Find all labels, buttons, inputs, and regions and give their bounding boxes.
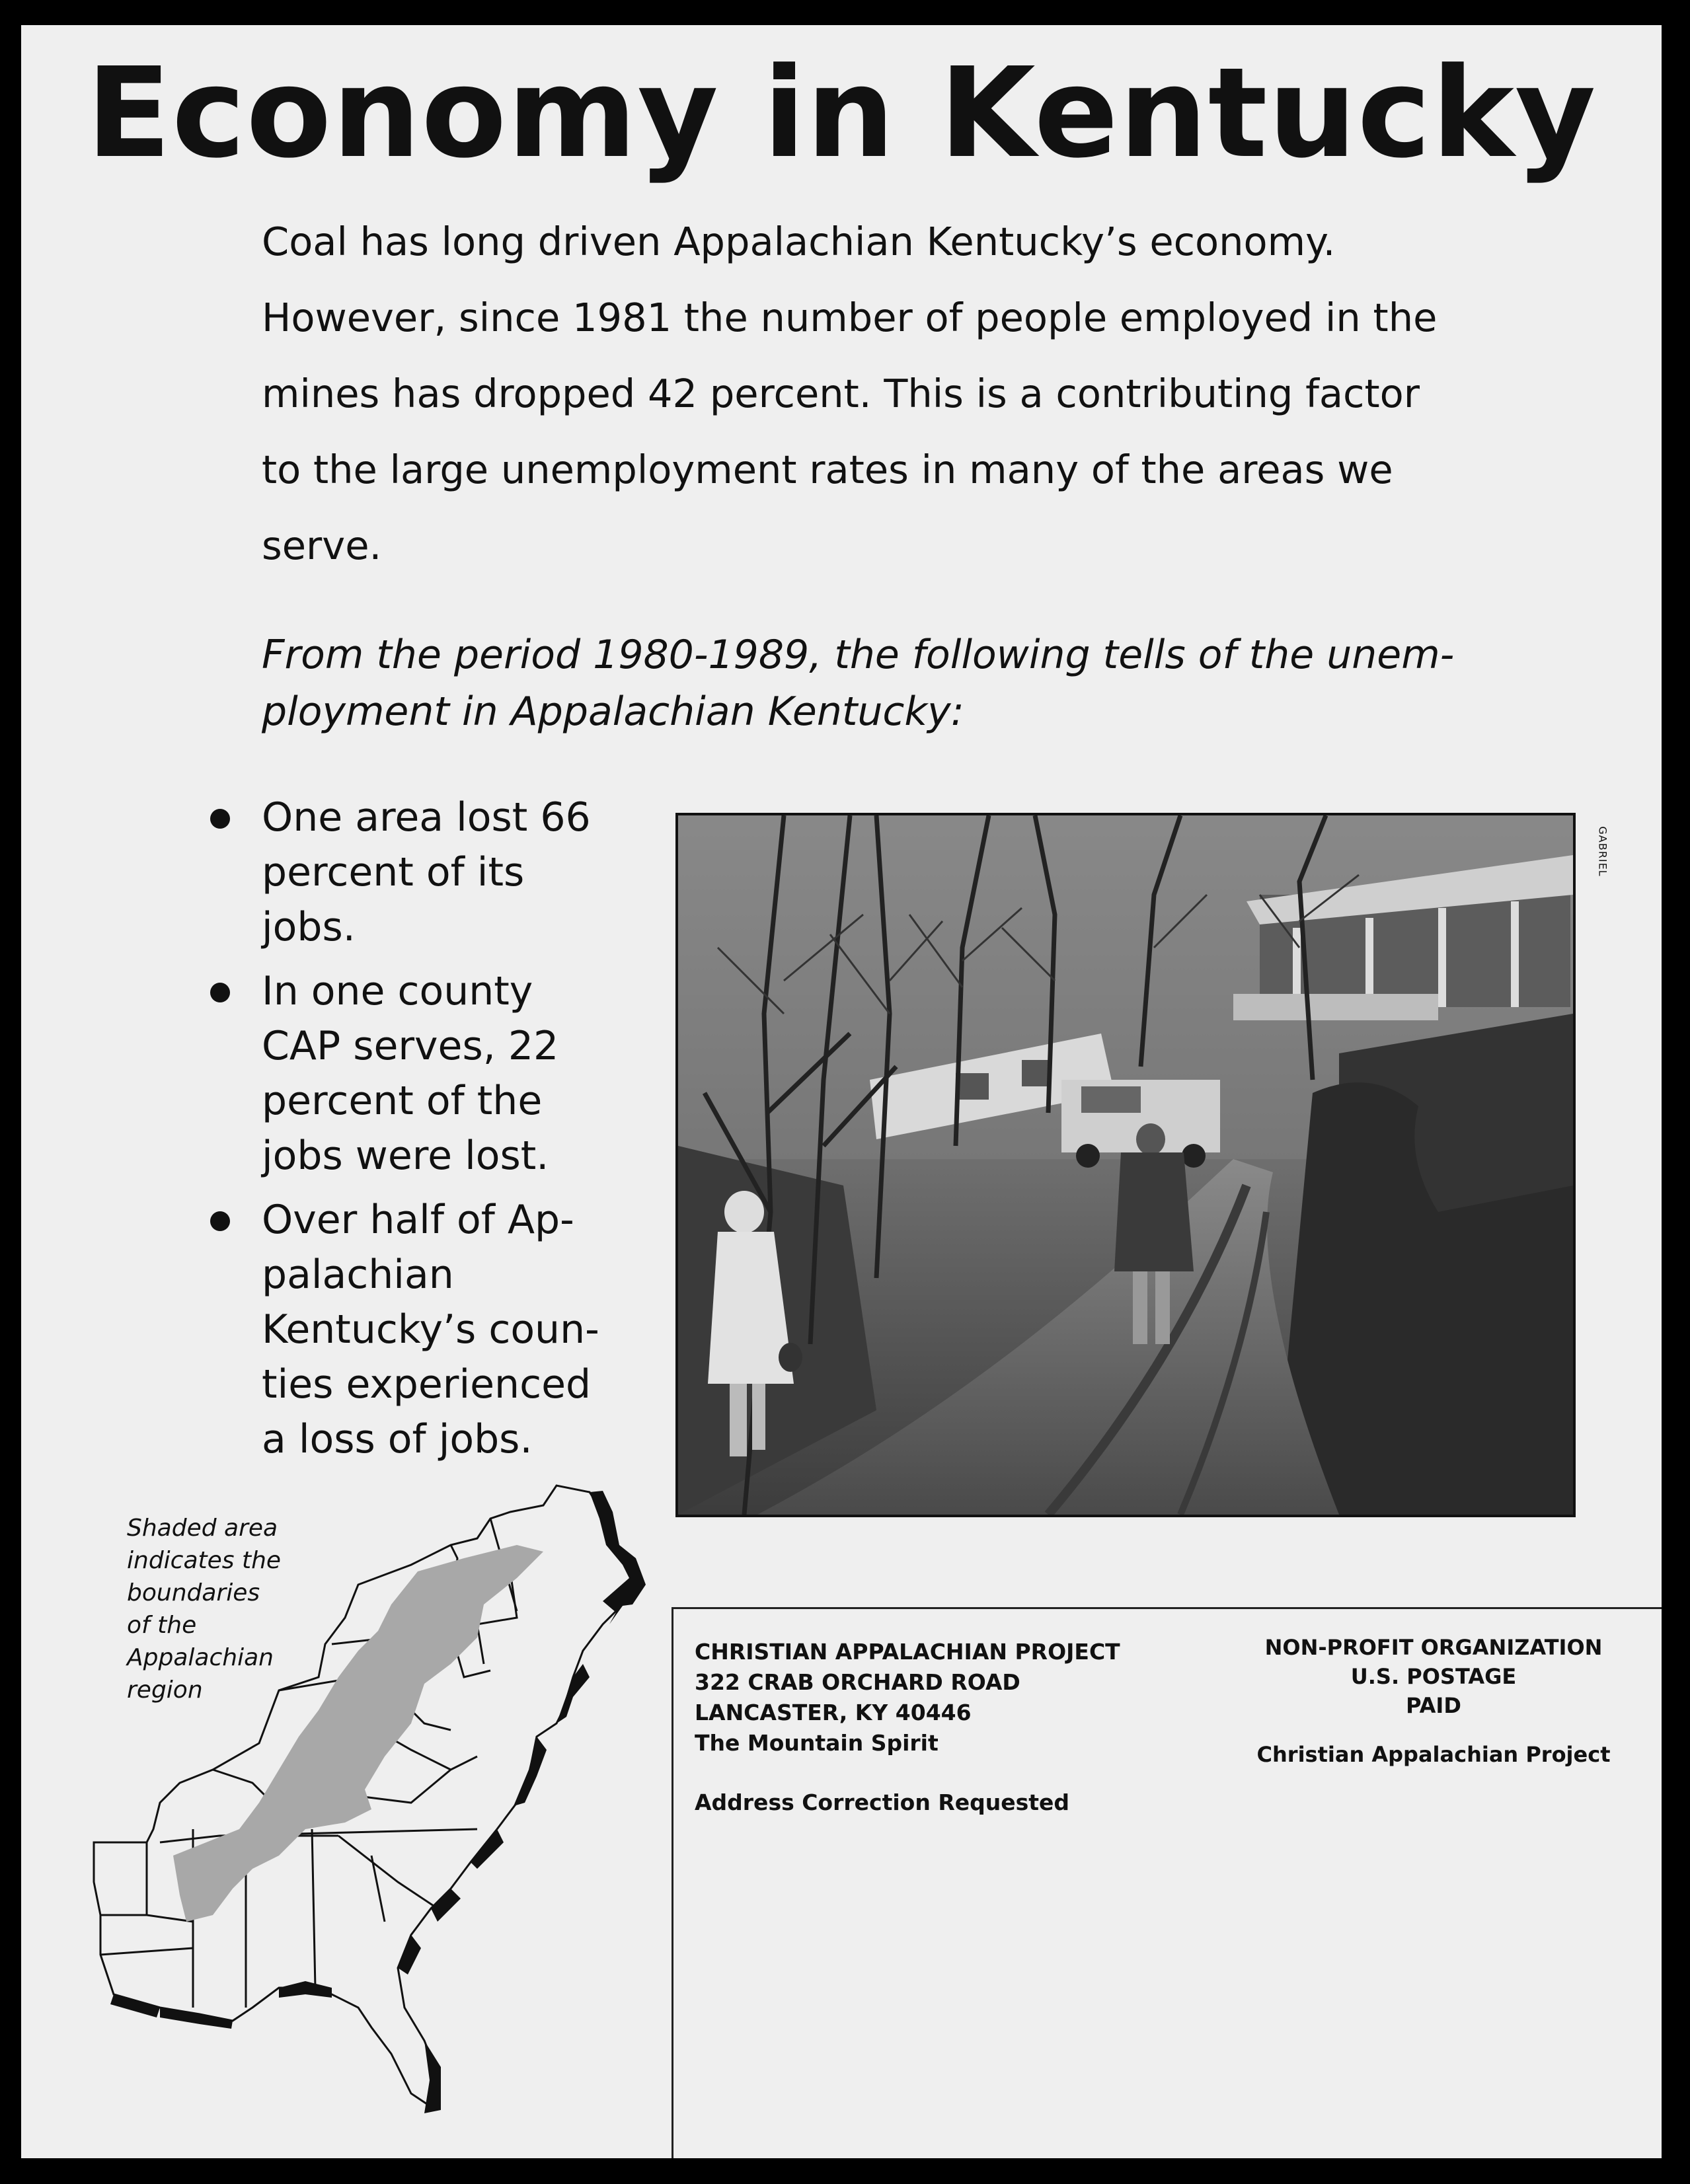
bullet-line: percent of its [262,849,525,895]
photo-illustration [678,815,1573,1515]
bullet-line: ties experienced [262,1361,592,1408]
page [21,25,1662,2158]
intro-paragraph [262,204,1570,584]
sender-city: LANCASTER, KY 40446 [695,1700,972,1725]
hillside-photo [675,813,1576,1517]
map-caption-line: region [127,1676,203,1704]
map-caption-line: Shaded area [127,1515,278,1542]
bullet-dot-icon [210,1211,230,1231]
bullet-line: a loss of jobs. [262,1416,533,1462]
bullet-line: jobs were lost. [262,1133,549,1179]
bullet-line: percent of the [262,1078,543,1124]
photo-credit-text: GABRIEL [1596,826,1609,877]
map-caption-line: of the [127,1612,197,1639]
list-item [206,790,636,955]
postage-indicia [1242,1633,1625,1769]
bullet-list [206,790,636,1476]
bullet-line: palachian [262,1252,454,1298]
bullet-line: CAP serves, 22 [262,1023,559,1069]
bullet-line: In one county [262,968,533,1014]
map-caption [127,1512,299,1706]
intro-line: mines has dropped 42 percent. This is a contributing factor [262,371,1420,416]
sender-org: CHRISTIAN APPALACHIAN PROJECT [695,1639,1120,1665]
map-caption-line: Appalachian [127,1644,274,1671]
mailing-panel [672,1607,1662,2158]
intro-line: However, since 1981 the number of people employed in the [262,295,1438,340]
lead-paragraph [262,626,1557,740]
bullet-line: jobs. [262,904,356,950]
bullet-line: One area lost 66 [262,794,591,841]
bullet-line: Kentucky’s coun- [262,1306,599,1353]
page-title: Economy in Kentucky [86,41,1597,186]
postage-permit: Christian Appalachian Project [1256,1742,1611,1767]
photo-credit [1593,815,1613,895]
postage-line: PAID [1406,1693,1461,1718]
bullet-dot-icon [210,809,230,829]
address-correction-note: Address Correction Requested [695,1789,1070,1815]
map-caption-line: indicates the [127,1547,282,1574]
intro-line: to the large unemployment rates in many of the areas we [262,447,1393,492]
list-item [206,964,636,1184]
sender-street: 322 CRAB ORCHARD ROAD [695,1669,1020,1695]
intro-line: Coal has long driven Appalachian Kentucky’s economy. [262,219,1336,264]
publication-name: The Mountain Spirit [695,1730,939,1756]
bullet-dot-icon [210,983,230,1002]
return-address [695,1637,1197,1818]
list-item [206,1193,636,1467]
bullet-line: Over half of Ap- [262,1197,574,1243]
postage-line: U.S. POSTAGE [1350,1664,1517,1689]
map-caption-line: boundaries [127,1579,260,1606]
lead-line: From the period 1980-1989, the following tells of the unem- [262,632,1455,678]
intro-line: serve. [262,523,382,568]
postage-line: NON-PROFIT ORGANIZATION [1264,1635,1603,1660]
lead-line: ployment in Appalachian Kentucky: [262,689,964,735]
